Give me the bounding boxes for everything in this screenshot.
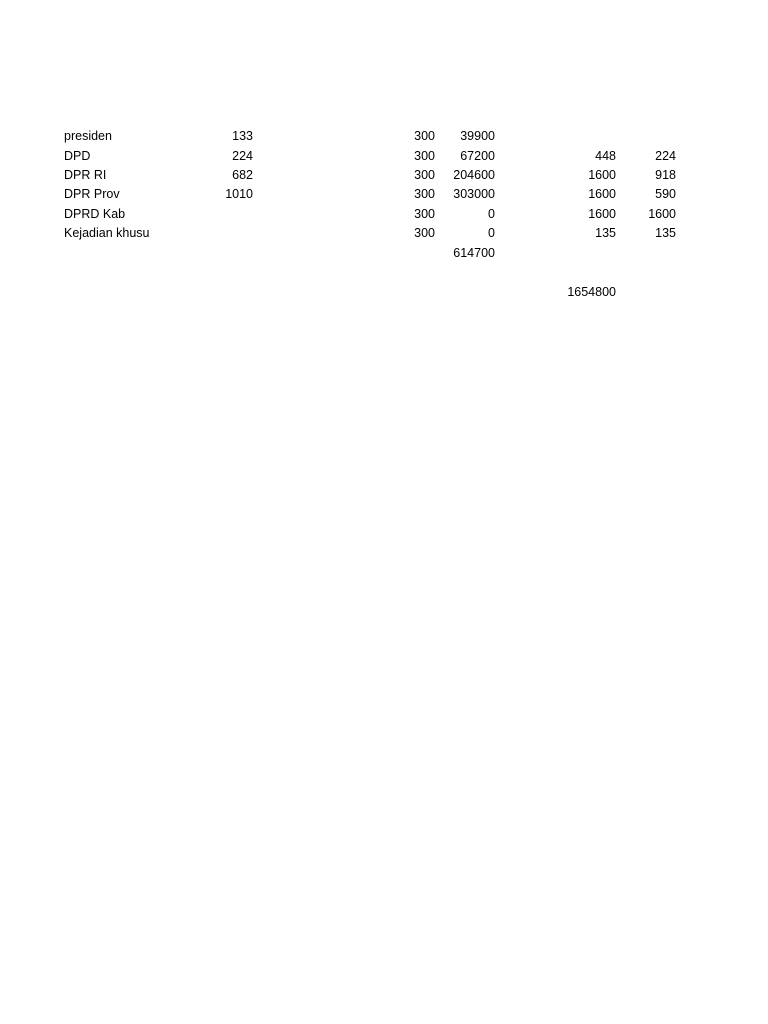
table-row — [0, 166, 768, 186]
row-label: DPR RI — [64, 168, 107, 182]
subtotal-row — [0, 244, 768, 264]
cell-value: 918 — [655, 168, 676, 182]
cell-value: 590 — [655, 187, 676, 201]
cell-value: 300 — [414, 187, 435, 201]
row-label: Kejadian khusu — [64, 226, 150, 240]
cell-value: 133 — [232, 129, 253, 143]
grand-total-row — [0, 283, 768, 303]
cell-value: 1600 — [588, 187, 616, 201]
row-label: DPR Prov — [64, 187, 120, 201]
cell-value: 135 — [595, 226, 616, 240]
cell-value: 300 — [414, 168, 435, 182]
cell-value: 0 — [488, 207, 495, 221]
cell-value: 1600 — [588, 207, 616, 221]
cell-value: 224 — [232, 149, 253, 163]
row-label: DPRD Kab — [64, 207, 126, 221]
cell-value: 303000 — [453, 187, 495, 201]
cell-value: 448 — [595, 149, 616, 163]
cell-value: 224 — [655, 149, 676, 163]
table-row — [0, 127, 768, 147]
cell-value: 300 — [414, 129, 435, 143]
cell-value: 1600 — [648, 207, 676, 221]
table-row — [0, 147, 768, 167]
cell-value: 682 — [232, 168, 253, 182]
cell-value: 1600 — [588, 168, 616, 182]
cell-value: 300 — [414, 226, 435, 240]
row-label: DPD — [64, 149, 91, 163]
cell-value: 300 — [414, 149, 435, 163]
cell-value: 67200 — [460, 149, 495, 163]
cell-value: 204600 — [453, 168, 495, 182]
table-row — [0, 205, 768, 225]
grand-total-value: 1654800 — [567, 285, 616, 299]
cell-value: 300 — [414, 207, 435, 221]
table-row — [0, 185, 768, 205]
cell-value: 1010 — [225, 187, 253, 201]
cell-value: 39900 — [460, 129, 495, 143]
cell-value: 135 — [655, 226, 676, 240]
row-label: presiden — [64, 129, 112, 143]
subtotal-value: 614700 — [453, 246, 495, 260]
table-row — [0, 224, 768, 244]
cell-value: 0 — [488, 226, 495, 240]
